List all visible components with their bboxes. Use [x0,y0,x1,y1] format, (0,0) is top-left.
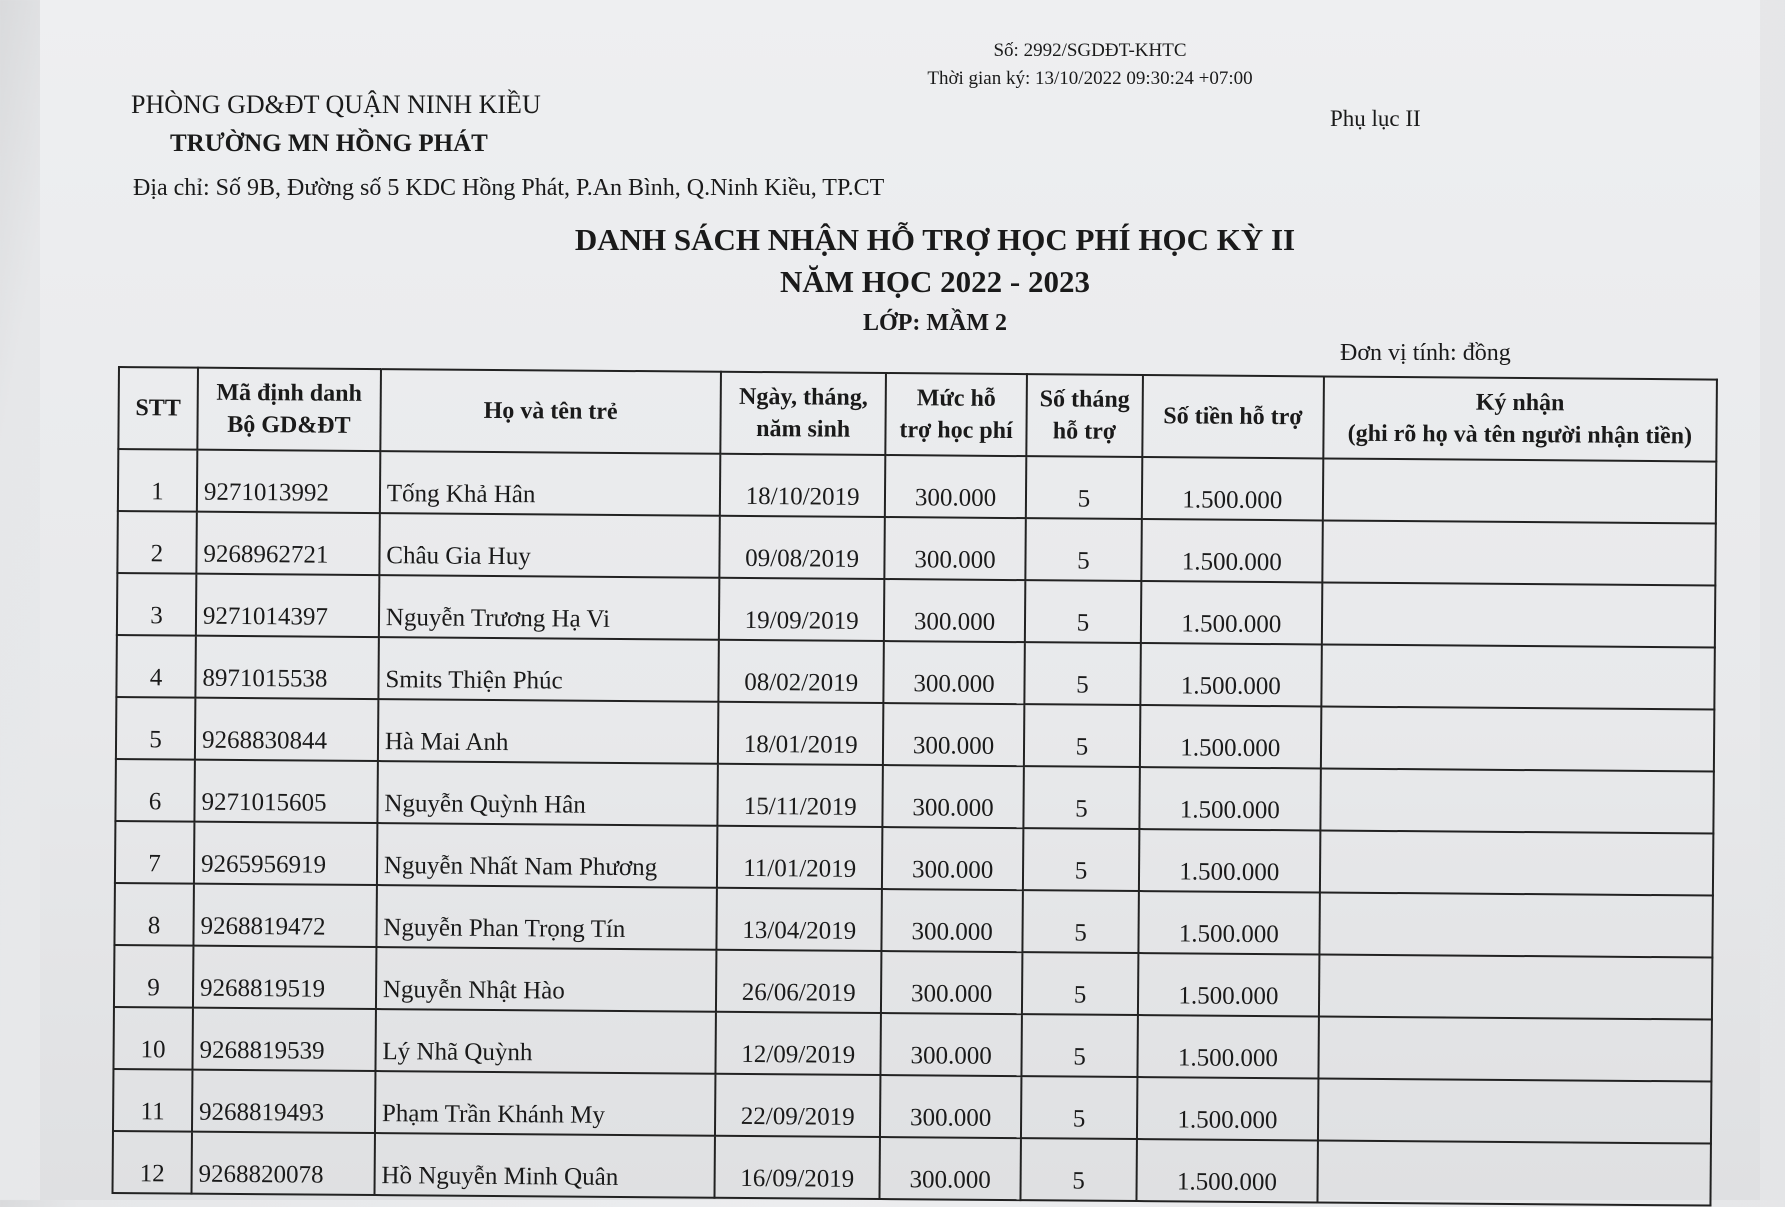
cell-stt: 1 [118,449,197,512]
table-header-row [118,367,1717,462]
header-signature [1323,376,1717,461]
cell-rate: 300.000 [882,889,1023,952]
cell-months: 5 [1020,1138,1136,1201]
cell-amount: 1.500.000 [1138,953,1319,1016]
header-line: STT [135,395,181,422]
cell-dob: 13/04/2019 [717,888,882,951]
cell-stt: 7 [115,821,194,884]
cell-name: Nguyễn Trương Hạ Vi [379,575,720,640]
cell-name: Lý Nhã Quỳnh [375,1009,716,1074]
cell-id: 9271014397 [196,574,379,637]
cell-dob: 16/09/2019 [715,1136,880,1199]
cell-rate: 300.000 [885,455,1026,518]
cell-stt: 9 [114,945,193,1008]
cell-dob: 12/09/2019 [716,1012,881,1075]
signature-time: Thời gian ký: 13/10/2022 09:30:24 +07:00 [927,68,1253,89]
cell-id: 9268819539 [192,1008,375,1071]
header-birth-date [721,372,887,455]
cell-amount: 1.500.000 [1137,1015,1318,1078]
header-line: năm sinh [756,416,851,443]
header-student-name [380,369,721,454]
school-year: NĂM HỌC 2022 - 2023 [780,264,1090,299]
cell-sign [1321,706,1715,771]
cell-sign [1318,1016,1712,1081]
cell-amount: 1.500.000 [1137,1077,1318,1140]
cell-id: 8971015538 [195,636,378,699]
cell-name: Smits Thiện Phúc [378,637,719,702]
cell-amount: 1.500.000 [1136,1139,1317,1202]
support-list-table [111,366,1717,1207]
cell-id: 9268962721 [196,512,379,575]
header-line: Ngày, tháng, [738,383,868,411]
header-line: Mã định danh [216,379,362,407]
cell-dob: 18/01/2019 [718,702,883,765]
cell-amount: 1.500.000 [1142,457,1323,520]
cell-dob: 09/08/2019 [720,516,885,579]
header-line: Bộ GD&ĐT [227,411,351,439]
cell-months: 5 [1025,518,1141,581]
cell-stt: 5 [116,697,195,760]
cell-sign [1322,582,1716,647]
cell-dob: 15/11/2019 [718,764,883,827]
cell-sign [1319,954,1713,1019]
header-support-rate [885,373,1027,456]
cell-name: Hà Mai Anh [378,699,719,764]
cell-dob: 22/09/2019 [715,1074,880,1137]
cell-months: 5 [1024,704,1140,767]
cell-months: 5 [1024,642,1140,705]
cell-rate: 300.000 [884,517,1025,580]
cell-sign [1320,830,1714,895]
cell-amount: 1.500.000 [1140,643,1321,706]
document-title: DANH SÁCH NHẬN HỖ TRỢ HỌC PHÍ HỌC KỲ II [574,222,1296,257]
cell-dob: 19/09/2019 [719,578,884,641]
cell-id: 9265956919 [194,822,377,885]
cell-months: 5 [1022,890,1138,953]
cell-id: 9271013992 [197,450,380,513]
cell-name: Tống Khả Hân [380,451,721,516]
signature-number: Số: 2992/SGDĐT-KHTC [993,40,1187,61]
cell-id: 9268830844 [195,698,378,761]
cell-rate: 300.000 [883,703,1024,766]
cell-name: Hồ Nguyễn Minh Quân [374,1133,715,1198]
school-address: Địa chỉ: Số 9B, Đường số 5 KDC Hồng Phát, P.An Bình, Q.Ninh Kiều, TP.CT [133,175,885,201]
header-student-id [197,368,381,451]
header-support-months [1026,374,1143,457]
cell-months: 5 [1022,952,1138,1015]
cell-amount: 1.500.000 [1141,519,1322,582]
department-name: PHÒNG GD&ĐT QUẬN NINH KIỀU [131,90,541,119]
cell-sign [1323,458,1717,523]
cell-rate: 300.000 [884,641,1025,704]
cell-name: Nguyễn Nhật Hào [376,947,717,1012]
cell-id: 9268819493 [192,1070,375,1133]
appendix-label: Phụ lục II [1330,106,1421,131]
class-label: LỚP: MẦM 2 [863,310,1007,336]
header-support-amount [1142,375,1323,458]
cell-name: Châu Gia Huy [379,513,720,578]
cell-amount: 1.500.000 [1141,581,1322,644]
cell-months: 5 [1021,1014,1137,1077]
header-line: Họ và tên trẻ [483,397,618,425]
cell-stt: 2 [117,511,196,574]
cell-dob: 08/02/2019 [719,640,884,703]
header-line: Số tháng [1039,386,1130,413]
cell-sign [1318,1078,1712,1143]
cell-sign [1320,768,1714,833]
cell-stt: 4 [116,635,195,698]
cell-months: 5 [1026,456,1142,519]
cell-name: Nguyễn Quỳnh Hân [377,761,718,826]
unit-label: Đơn vị tính: đồng [1340,340,1511,366]
cell-dob: 18/10/2019 [720,454,885,517]
cell-months: 5 [1021,1076,1137,1139]
cell-amount: 1.500.000 [1140,705,1321,768]
cell-months: 5 [1023,828,1139,891]
cell-rate: 300.000 [884,579,1025,642]
school-name: TRƯỜNG MN HỒNG PHÁT [170,130,488,157]
cell-stt: 3 [117,573,196,636]
cell-rate: 300.000 [880,1075,1021,1138]
cell-name: Nguyễn Nhất Nam Phương [377,823,718,888]
cell-name: Phạm Trần Khánh My [375,1071,716,1136]
cell-dob: 11/01/2019 [717,826,882,889]
cell-rate: 300.000 [880,1137,1021,1200]
cell-id: 9268820078 [191,1132,374,1195]
cell-stt: 8 [114,883,193,946]
cell-sign [1322,520,1716,585]
cell-id: 9268819472 [193,884,376,947]
table-row [113,1131,1711,1206]
cell-stt: 12 [113,1131,192,1194]
cell-id: 9271015605 [194,760,377,823]
header-line: Mức hỗ [916,385,996,412]
cell-stt: 6 [115,759,194,822]
cell-months: 5 [1025,580,1141,643]
cell-stt: 11 [113,1069,192,1132]
cell-rate: 300.000 [881,951,1022,1014]
cell-rate: 300.000 [881,1013,1022,1076]
header-line: (ghi rõ họ và tên người nhận tiền) [1347,420,1693,450]
cell-dob: 26/06/2019 [716,950,881,1013]
cell-rate: 300.000 [882,827,1023,890]
header-stt [118,367,198,450]
header-line: hỗ trợ [1052,418,1117,445]
cell-id: 9268819519 [193,946,376,1009]
cell-name: Nguyễn Phan Trọng Tín [376,885,717,950]
cell-sign [1321,644,1715,709]
cell-months: 5 [1023,766,1139,829]
cell-amount: 1.500.000 [1139,767,1320,830]
header-line: Số tiền hỗ trợ [1163,403,1303,431]
cell-sign [1317,1140,1711,1205]
cell-rate: 300.000 [883,765,1024,828]
header-line: trợ học phí [899,417,1013,445]
cell-amount: 1.500.000 [1138,891,1319,954]
header-line: Ký nhận [1475,389,1565,417]
cell-amount: 1.500.000 [1139,829,1320,892]
cell-sign [1319,892,1713,957]
cell-stt: 10 [113,1007,192,1070]
